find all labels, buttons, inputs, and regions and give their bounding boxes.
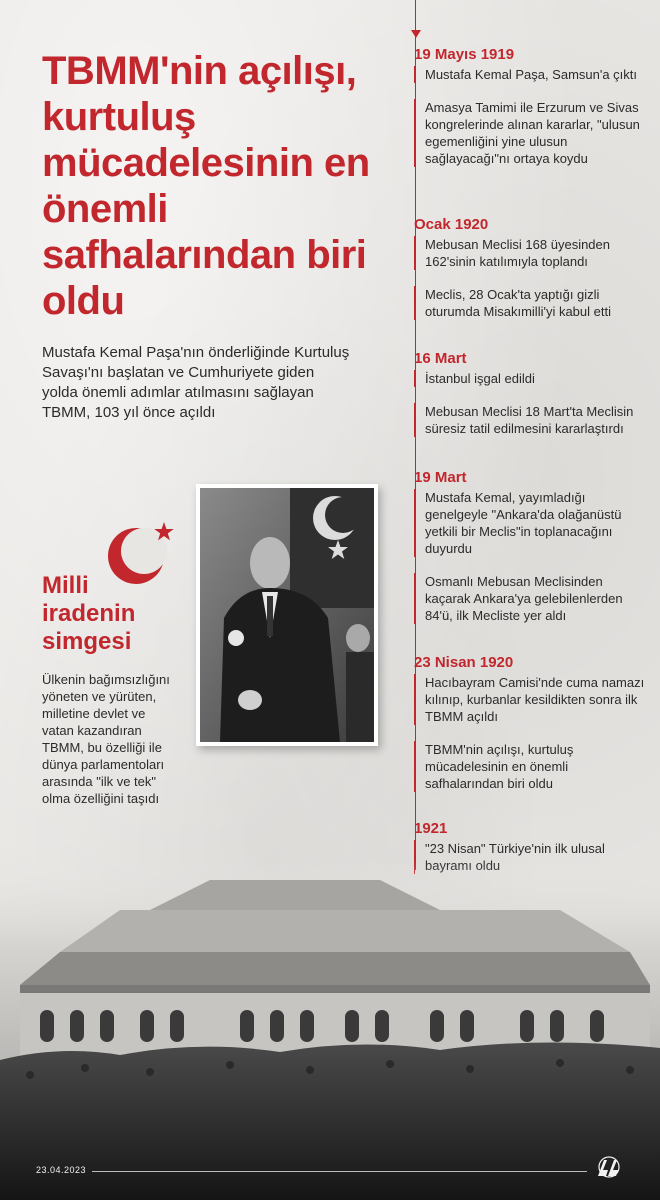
- timeline-item: TBMM'nin açılışı, kurtuluş mücadelesinin en önemli safhalarından biri oldu: [414, 741, 646, 792]
- timeline-entry: [414, 350, 646, 437]
- section-text-milli: Ülkenin bağımsızlığını yöneten ve yürüten, milletine devlet ve vatan kazandıran TBMM, bu özelliği ile dünya parlamentoları arasında "ilk ve tek" olma özelliğini taşıdı: [42, 672, 170, 806]
- footer-date: 23.04.2023: [36, 1165, 87, 1175]
- timeline-item: İstanbul işgal edildi: [414, 370, 646, 387]
- timeline-item: Mustafa Kemal Paşa, Samsun'a çıktı: [414, 66, 646, 83]
- timeline-item: Mustafa Kemal, yayımladığı genelgeyle "Ankara'da olağanüstü yetkili bir Meclis"in toplanacağını duyurdu: [414, 489, 646, 557]
- timeline-item: Osmanlı Mebusan Meclisinden kaçarak Ankara'ya gelebilenlerden 84'ü, ilk Mecliste yer aldı: [414, 573, 646, 624]
- timeline-date: 16 Mart: [414, 350, 467, 367]
- timeline-date: Ocak 1920: [414, 216, 489, 233]
- timeline-item: Mebusan Meclisi 168 üyesinden 162'sinin katılımıyla toplandı: [414, 236, 646, 270]
- aa-logo-icon: [596, 1156, 622, 1178]
- timeline-entry: [414, 469, 646, 624]
- portrait-photo: [196, 484, 378, 746]
- assembly-building-photo: [0, 860, 660, 1200]
- timeline-date: 19 Mayıs 1919: [414, 46, 515, 63]
- timeline-entry: [414, 654, 646, 792]
- timeline-date: 1921: [414, 820, 448, 837]
- timeline-date: 19 Mart: [414, 469, 467, 486]
- timeline-date: 23 Nisan 1920: [414, 654, 514, 671]
- timeline-item: "23 Nisan" Türkiye'nin ilk ulusal: [414, 840, 646, 874]
- timeline-entry: [414, 216, 646, 320]
- section-title-milli: Milli iradenin simgesi: [42, 572, 136, 655]
- timeline-arrow-icon: [411, 30, 421, 38]
- timeline-item: Meclis, 28 Ocak'ta yaptığı gizli oturumda Misakımilli'yi kabul etti: [414, 286, 646, 320]
- intro-text: Mustafa Kemal Paşa'nın önderliğinde Kurtuluş Savaşı'nı başlatan ve Cumhuriyete giden yolda önemli adımlar atılmasını sağlayan TBMM, 103 yıl önce açıldı: [42, 344, 350, 421]
- timeline-entry: [414, 46, 646, 167]
- timeline-item: Amasya Tamimi ile Erzurum ve Sivas kongrelerinde alınan kararlar, "ulusun egemenliğini yine ulusun sağlayacağı"nı ortaya koydu: [414, 99, 646, 167]
- timeline-item: Hacıbayram Camisi'nde cuma namazı kılınıp, kurbanlar kesildikten sonra ilk TBMM açıldı: [414, 674, 646, 725]
- timeline-item: Mebusan Meclisi 18 Mart'ta Meclisin süresiz tatil edilmesini kararlaştırdı: [414, 403, 646, 437]
- page-title: TBMM'nin açılışı, kurtuluş mücadelesinin en önemli safhalarından biri oldu: [42, 49, 370, 323]
- footer-divider: [92, 1171, 587, 1172]
